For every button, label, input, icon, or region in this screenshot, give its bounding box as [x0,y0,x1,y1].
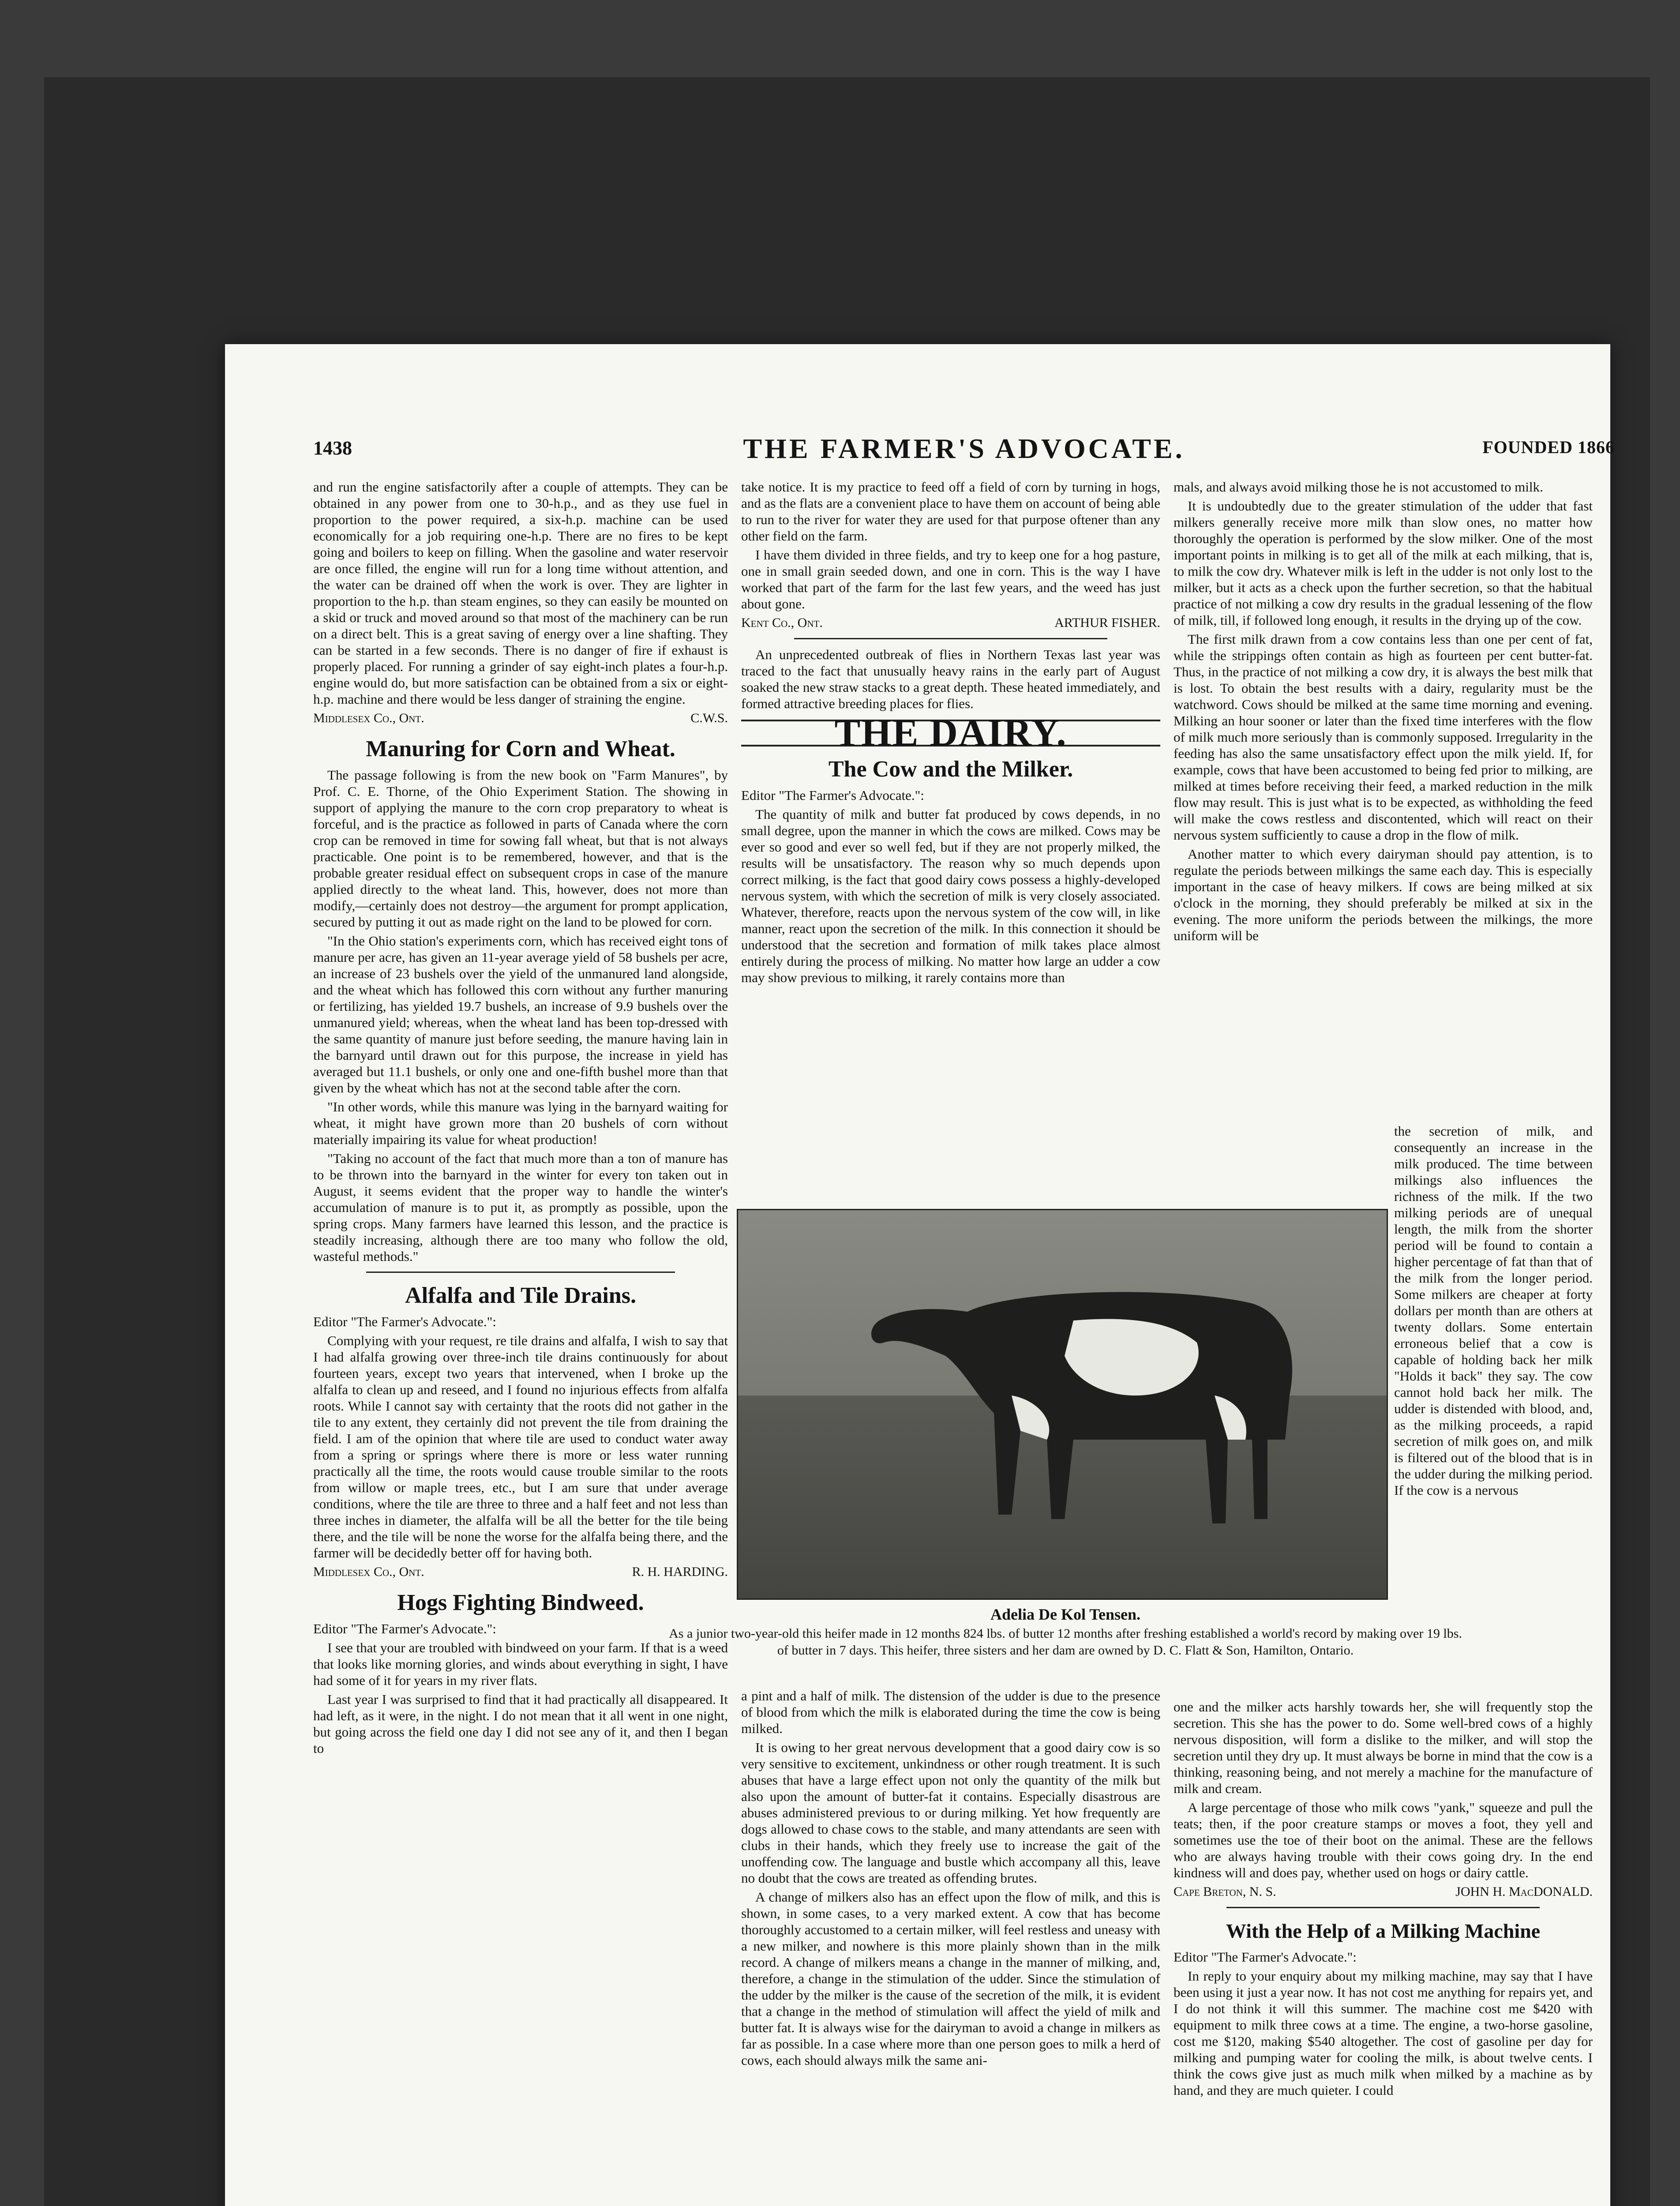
milker-paragraph-continued: one and the milker acts harshly towards her, she will frequently stop the secretion. This she has the power to do. Some well-bred cows of a highly nervous disposition, will form a dislike to the milker, and will stop the secretion until they dry up. It must always be borne in mind that the cow is a thinking, reasoning being, and not merely a machine for the manufacture of milk and cream. [1174,1699,1593,1796]
manuring-headline: Manuring for Corn and Wheat. [366,736,675,762]
page-number: 1438 [313,437,352,459]
masthead: THE FARMER'S ADVOCATE. [743,433,1185,464]
milker-paragraph: It is undoubtedly due to the greater stimulation of the udder that fast milkers generally receive more milk than slow ones, no matter how thoroughly the operation is performed by the slow milker. One of the most important points in milking is to get all of the milk at each milking, that is, to milk the cow dry. Whatever milk is left in the udder is not only lost to the milker, but it acts as a check upon the further secretion, so that the habitual practice of not milking a cow dry results in the gradual lessening of the flow of milk, till, if followed long enough, it results in the drying up of the cow. [1174,498,1593,628]
signature-author: R. H. HARDING. [632,1564,728,1579]
cow-paragraph: A change of milkers also has an effect upon the flow of milk, and this is shown, in some cases, to a very marked extent. A cow that has become thoroughly accustomed to a certain milker, will feel restless and uneasy with a new milker, and nowhere is this more plainly shown than in the milk record. A change of milkers means a change in the manner of milking, and, therefore, a change in the stimulation of the udder. Since the stimulation of the udder by the milker is the cause of the secretion of the milk, it is evident that a change in the method of stimulation will affect the yield of milk and butter fat. It is always wise for the dairyman to avoid a change in milkers as far as possible. In a case where more than one person goes to milk a herd of cows, each should always milk the same ani- [741,1889,1160,2068]
bindweed-headline: Hogs Fighting Bindweed. [397,1590,644,1615]
hogs-signature [741,615,1160,631]
milker-paragraph: A large percentage of those who milk cows "yank," squeeze and pull the teats; then, if the poor creature stamps or moves a foot, they yell and sometimes use the toe of their boot on the animal. These are the fellows who are always having trouble with their cows going dry. In the end kindness will and does pay, whether used on hogs or dairy cattle. [1174,1800,1593,1880]
cow-paragraph: It is owing to her great nervous development that a good dairy cow is so very sensitive to excitement, unkindness or other rough treatment. It is such abuses that have a large effect upon not only the quantity of the milk but also upon the amount of butter-fat it contains. Especially disastrous are abuses administered previous to or during milking. Yet how frequently are dogs allowed to chase cows to the stable, and many attendants are seen with clubs in their hands, which they freely use to increase the gait of the unoffending cow. The language and bustle which accompany all this, leave no doubt that the cows are treated as offending brutes. [741,1740,1160,1886]
cow-silhouette [738,1210,1387,1598]
bindweed-paragraph: Last year I was surprised to find that it had practically all disappeared. It had left, as it were, in the night. I do not mean that it all went in one night, but going across the field one day I did not see any of it, and then I began to [313,1692,728,1756]
cow-paragraph: The quantity of milk and butter fat produced by cows depends, in no small degree, upon the manner in which the cows are milked. Cows may be ever so good and ever so well fed, but if they are not properly milked, the results will be unsatisfactory. The reason why so much depends upon correct milking, is the fact that good dairy cows possess a highly-developed nervous system, with which the secretion of milk is very closely associated. Whatever, therefore, reacts upon the nervous system of the cow will, in like manner, react upon the secretion of the milk. In this connection it should be understood that the secretion and formation of milk takes place almost entirely during the process of milking. No matter how large an udder a cow may show previous to milking, it rarely contains more than [741,807,1160,985]
cow-milker-headline: The Cow and the Milker. [828,757,1073,782]
column-1 [313,479,728,2206]
milker-paragraph: The first milk drawn from a cow contains less than one per cent of fat, while the strippings often contain as high as fourteen per cent butter-fat. Thus, in the practice of not milking a cow dry, it is always the best milk that is lost. To obtain the best results with a dairy, regularity must be the watchword. Cows should be milked at the same time morning and evening. Milking an hour sooner or later than the fixed time interferes with the flow of milk much more seriously than is commonly supposed. Irregularity in the feeding has also the same unsatisfactory effect upon the milk yield. If, for example, cows that have been accustomed to being fed prior to milking, are milked at times before receiving their feed, a marked reduction in the milk flow may result. This is just what is to be expected, as withholding the feed will make the cows restless and discontented, which will react on their nervous system sufficiently to cause a drop in the flow of milk. [1174,631,1593,843]
alfalfa-editor-line: Editor "The Farmer's Advocate.": [313,1314,496,1329]
divider-rule [794,638,1107,639]
alfalfa-signature [313,1564,728,1580]
hogs-article-continued: take notice. It is my practice to feed off a field of corn by turning in hogs, and as the flats are a convenient place to have them on account of being able to run to the river for water they are used for that purpose oftener than any other field on the farm. [741,479,1160,544]
flies-paragraph: An unprecedented outbreak of flies in Northern Texas last year was traced to the fact that unusually heavy rains in the early part of August soaked the new straw stacks to a great depth. These heated immediately, and formed attractive breeding places for flies. [741,647,1160,711]
manuring-paragraph: "Taking no account of the fact that much more than a ton of manure has to be thrown into the barnyard in the winter for every ton taken out in August, it seems evident that the proper way to handle the winter's accumulation of manure is to put it, as promptly as possible, upon the spring crops. Many farmers have learned this lesson, and the practice is steadily increasing, although there are too many who follow the old, wasteful methods." [313,1151,728,1264]
signature-place: Cape Breton, N. S. [1174,1884,1276,1899]
signature-place: Middlesex Co., Ont. [313,711,424,725]
column-2-lower [741,1688,1160,2206]
signature-place: Middlesex Co., Ont. [313,1564,424,1579]
bindweed-editor-line: Editor "The Farmer's Advocate.": [313,1621,496,1636]
milker-article-continued: mals, and always avoid milking those he is not accustomed to milk. [1174,479,1543,495]
signature-author: JOHN H. MacDONALD. [1455,1884,1593,1899]
signature-author: ARTHUR FISHER. [1054,615,1160,630]
bindweed-paragraph: I see that your are troubled with bindweed on your farm. If that is a weed that looks like morning glories, and winds about everything in sight, I have had some of it for years in my river flats. [313,1640,728,1688]
milker-paragraph: Another matter to which every dairyman should pay attention, is to regulate the periods between milkings the same each day. This is especially important in the case of heavy milkers. If cows are being milked at six o'clock in the morning, they should preferably be milked at six in the evening. The more uniform the periods between the milkings, the more uniform will be [1174,846,1593,943]
signature-place: Kent Co., Ont. [741,615,823,630]
manuring-paragraph: "In the Ohio station's experiments corn, which has received eight tons of manure per acre, has given an 11-year average yield of 58 bushels per acre, an increase of 23 bushels over the yield of the unmanured land alongside, and the wheat which has followed this corn without any further manuring or fertilizing, has yielded 19.7 bushels, an increase of 9.9 bushels over the unmanured yield; whereas, when the wheat land has been top-dressed with the same quantity of manure just before seeding, the manure having lain in the barnyard until drawn out for this purpose, the increase in yield has averaged but 11.1 bushels, or only one and one-fifth bushel more than that given by the wheat which has not at the second table after the corn. [313,933,728,1095]
photo-caption [666,1606,1465,1659]
milker-signature [1174,1883,1593,1900]
column-3-narrow [1394,1123,1593,1608]
manuring-paragraph: "In other words, while this manure was lying in the barnyard waiting for wheat, it might have grown more than 20 bushels of corn without materially impairing its value for wheat production! [313,1099,728,1147]
dairy-section-heading: THE DAIRY. [741,720,1160,747]
column-2-top [741,479,1160,1202]
alfalfa-paragraph: Complying with your request, re tile drains and alfalfa, I wish to say that I had alfalfa growing over three-inch tile drains continuously for about fourteen years, except two years that intervened, when I broke up the alfalfa to clean up and reseed, and I found no injurious effects from alfalfa roots. While I cannot say with certainty that the roots did not gather in the tile to any extent, they certainly did not prevent the tile from draining the field. I am of the opinion that where tile are used to conduct water away from a spring or springs where there is more or less water running practically all the time, the roots would cause trouble similar to the roots from willow or maple trees, etc., but I am sure that under average conditions, where the tile are three to three and a half feet and not less than three inches in diameter, the alfalfa will be all the better for the tile being there, and the tile will be none the worse for the alfalfa being there, and the farmer will be decidedly better off for having both. [313,1333,728,1561]
cow-paragraph-continued: a pint and a half of milk. The distension of the udder is due to the presence of blood from which the milk is elaborated during the time the cow is being milked. [741,1688,1160,1736]
milking-machine-headline: With the Help of a Milking Machine [1226,1920,1541,1942]
caption-text: As a junior two-year-old this heifer made in 12 months 824 lbs. of butter 12 months after freshing established a world's record by making over 19 lbs. of butter in 7 days. This heifer, three sisters and her dam are owned by D. C. Flatt & Son, Hamilton, Ontario. [669,1626,1462,1658]
newspaper-page [225,344,1615,2206]
milker-paragraph-narrow: the secretion of milk, and consequently an increase in the milk produced. The time between milkings also influences the richness of the milk. If the two milking periods are of unequal length, the milk from the shorter period will be found to contain a higher percentage of fat than that of the milk from the longer period. Some milkers are cheaper at forty dollars per month than are others at twenty dollars. Some entertain erroneous belief that a cow is capable of holding back her milk "Holds it back" they say. The cow cannot hold back her milk. The udder is distended with blood, and, as the milking proceeds, a rapid secretion of milk goes on, and milk is filtered out of the blood that is in the udder during the milking period. If the cow is a nervous [1394,1123,1593,1498]
divider-rule [1226,1907,1540,1908]
column-3-lower [1174,1699,1593,2206]
signature-author: C.W.S. [690,711,728,725]
engine-article-end: and run the engine satisfactorily after a couple of attempts. They can be obtained in any power from one to 30-h.p., and as they use fuel in proportion to the power required, a six-h.p. machine can be used economically for a job requiring one-h.p. There are no fires to be kept going and boilers to keep on filling. When the gasoline and water reservoir are once filled, the engine will run for a long time without attention, and the water can be drained off when the work is over. They are lighter in proportion to the h.p. than steam engines, so they can easily be mounted on a skid or truck and moved around so that most of the machinery can be run on a direct belt. This is a great saving of energy over a line shafting. They can be started in a few seconds. There is no danger of fire if exhaust is properly placed. For running a grinder of say eight-inch plates a four-h.p. engine would do, but more satisfaction can be obtained from a six or eight-h.p. machine and there would be less danger of straining the engine. [313,479,728,707]
cow-editor-line: Editor "The Farmer's Advocate.": [741,788,924,803]
engine-signature [313,710,728,726]
manuring-paragraph: The passage following is from the new book on "Farm Manures", by Prof. C. E. Thorne, of the Ohio Experiment Station. The showing in support of applying the manure to the corn crop preparatory to wheat is forceful, and is the practice as followed in parts of Canada where the corn crop can be removed in time for sowing fall wheat, but that is not always practicable. One point is to be remembered, however, and that is the probable greater residual effect on subsequent crops in case of the manure applied directly to the wheat land. This, however, does not more than modify,—certainly does not destroy—the argument for prompt application, secured by putting it out as made right on the land to be plowed for corn. [313,767,728,930]
machine-paragraph: In reply to your enquiry about my milking machine, may say that I have been using it just a year now. It has not cost me anything for repairs yet, and I do not think it will this summer. The machine cost me $420 with equipment to milk three cows at a time. The engine, a two-horse gasoline, cost me $120, making $540 altogether. The cost of gasoline per day for milking and pumping water for cooling the milk, is about twelve cents. I think the cows give just as much milk when milked by a machine as by hand, and they are much quieter. I could [1174,1968,1593,2098]
page-header [313,433,1615,472]
founded-line: FOUNDED 1866 [1482,437,1615,457]
alfalfa-headline: Alfalfa and Tile Drains. [405,1283,636,1308]
column-3-top [1174,479,1593,1123]
caption-title: Adelia De Kol Tensen. [990,1606,1141,1623]
machine-editor-line: Editor "The Farmer's Advocate.": [1174,1949,1357,1965]
divider-rule [366,1272,675,1273]
hogs-paragraph: I have them divided in three fields, and try to keep one for a hog pasture, one in small grain seeded down, and one in corn. This is the way I have worked that part of the farm for the last few years, and the weed has just about gone. [741,547,1160,612]
cow-photograph [737,1209,1388,1600]
